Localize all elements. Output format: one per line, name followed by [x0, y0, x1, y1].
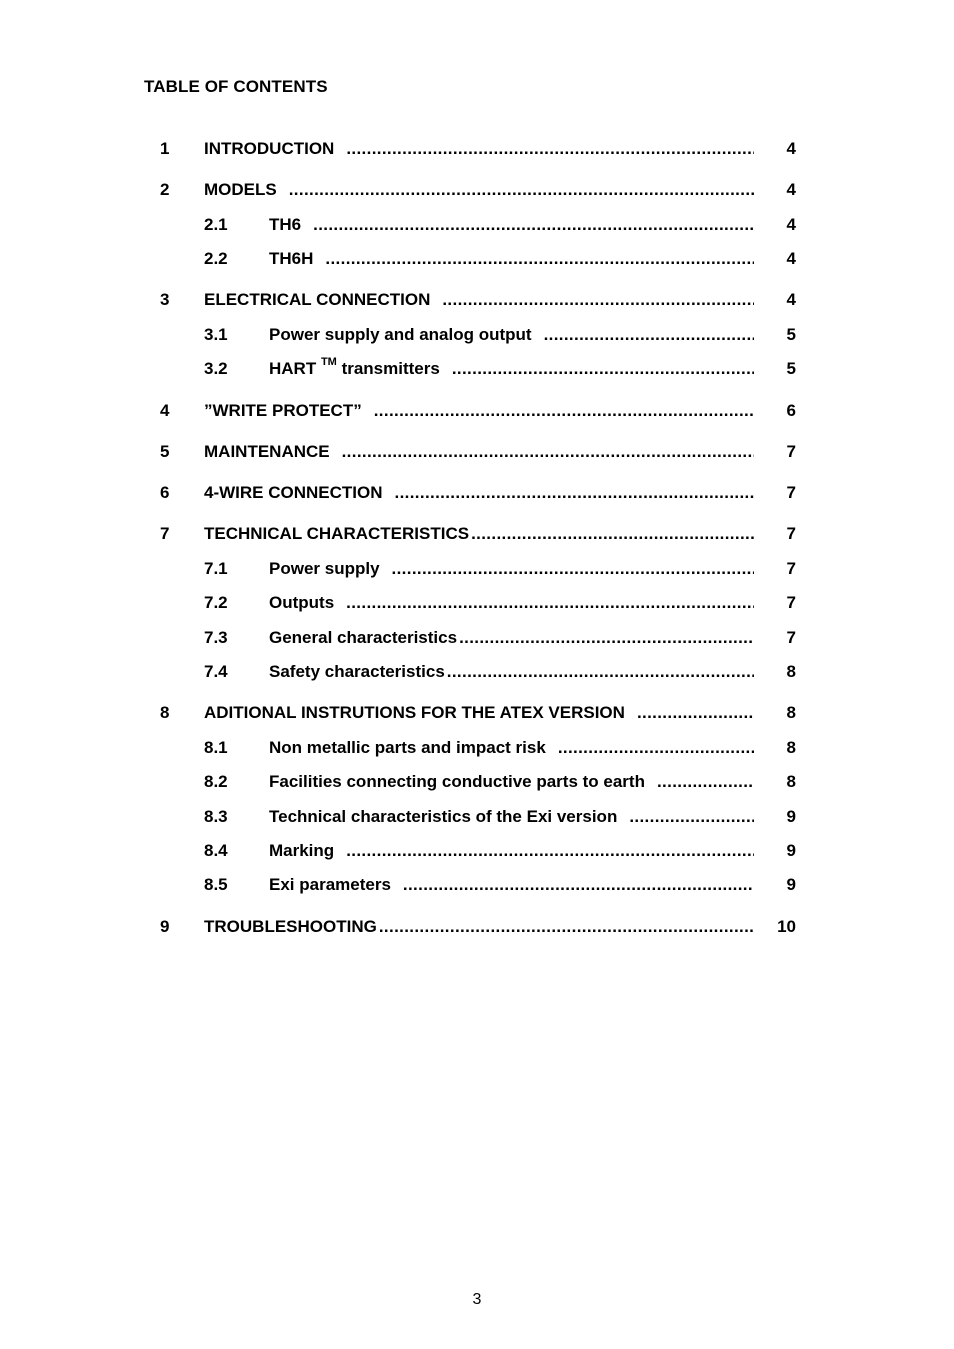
toc-entry-safety-characteristics[interactable] [0, 660, 954, 684]
toc-entry-power-supply[interactable] [0, 557, 954, 581]
toc-entry-page: 8 [786, 662, 796, 681]
toc-entry-number: 5 [160, 442, 170, 461]
toc-entry-maintenance[interactable] [0, 440, 954, 464]
toc-entry-page: 4 [786, 180, 796, 199]
trademark-superscript: TM [320, 357, 337, 369]
toc-entry-page: 8 [786, 772, 796, 791]
toc-entry-marking[interactable] [0, 839, 954, 863]
toc-entry-page: 8 [786, 703, 796, 722]
toc-entry-page: 8 [786, 738, 796, 757]
dot-leader [346, 591, 754, 615]
dot-leader [289, 178, 754, 202]
dot-leader [544, 323, 754, 347]
dot-leader [346, 839, 754, 863]
toc-entry-troubleshooting[interactable] [0, 915, 954, 939]
toc-entry-non-metallic-parts[interactable] [0, 736, 954, 760]
toc-entry-title: Marking [269, 839, 346, 863]
toc-entry-general-characteristics[interactable] [0, 626, 954, 650]
toc-entry-title: TROUBLESHOOTING [204, 915, 379, 939]
toc-entry-number: 2 [160, 180, 170, 199]
toc-entry-number: 8.3 [204, 807, 228, 826]
toc-entry-number: 8.4 [204, 841, 228, 860]
dot-leader [637, 701, 754, 725]
toc-entry-page: 4 [786, 139, 796, 158]
toc-entry-page: 10 [777, 917, 796, 936]
dot-leader [471, 522, 754, 546]
toc-entry-title: 4-WIRE CONNECTION [204, 481, 395, 505]
toc-entry-hart-transmitters[interactable] [0, 357, 954, 381]
toc-entry-power-supply-analog-output[interactable] [0, 323, 954, 347]
dot-leader [342, 440, 754, 464]
toc-entry-technical-characteristics[interactable] [0, 522, 954, 546]
toc-entry-4-wire-connection[interactable] [0, 481, 954, 505]
toc-entry-outputs[interactable] [0, 591, 954, 615]
toc-entry-title: Non metallic parts and impact risk [269, 736, 558, 760]
toc-entry-page: 6 [786, 401, 796, 420]
toc-entry-title-main: HART [269, 359, 317, 378]
toc-entry-introduction[interactable] [0, 137, 954, 161]
toc-entry-page: 4 [786, 290, 796, 309]
toc-entry-number: 7.2 [204, 593, 228, 612]
toc-entry-number: 3.1 [204, 325, 228, 344]
toc-entry-page: 7 [786, 559, 796, 578]
toc-entry-number: 6 [160, 483, 170, 502]
toc-entry-title: Safety characteristics [269, 660, 447, 684]
toc-entry-number: 2.2 [204, 249, 228, 268]
toc-entry-title: ELECTRICAL CONNECTION [204, 288, 442, 312]
dot-leader [452, 357, 754, 381]
toc-entry-number: 8.1 [204, 738, 228, 757]
dot-leader [657, 770, 754, 794]
toc-entry-number: 8.5 [204, 875, 228, 894]
toc-entry-page: 7 [786, 524, 796, 543]
toc-entry-earth-facilities[interactable] [0, 770, 954, 794]
dot-leader [379, 915, 754, 939]
dot-leader [447, 660, 754, 684]
toc-entry-number: 2.1 [204, 215, 228, 234]
dot-leader [395, 481, 755, 505]
toc-entry-title: TH6 [269, 213, 313, 237]
toc-entry-page: 7 [786, 483, 796, 502]
toc-entry-exi-parameters[interactable] [0, 873, 954, 897]
toc-entry-title: TECHNICAL CHARACTERISTICS [204, 522, 471, 546]
toc-entry-number: 9 [160, 917, 170, 936]
toc-entry-title: General characteristics [269, 626, 459, 650]
toc-entry-title: TH6H [269, 247, 325, 271]
toc-entry-th6[interactable] [0, 213, 954, 237]
toc-entry-number: 1 [160, 139, 170, 158]
toc-entry-title: Outputs [269, 591, 346, 615]
toc-entry-title: Power supply and analog output [269, 323, 544, 347]
dot-leader [442, 288, 754, 312]
toc-entry-number: 8.2 [204, 772, 228, 791]
toc-entry-models[interactable] [0, 178, 954, 202]
toc-entry-title: ”WRITE PROTECT” [204, 399, 374, 423]
toc-entry-exi-technical-characteristics[interactable] [0, 805, 954, 829]
dot-leader [629, 805, 754, 829]
toc-entry-title [269, 357, 452, 381]
toc-entry-number: 7.1 [204, 559, 228, 578]
toc-entry-page: 9 [786, 875, 796, 894]
toc-entry-number: 8 [160, 703, 170, 722]
toc-entry-page: 7 [786, 442, 796, 461]
toc-entry-page: 7 [786, 593, 796, 612]
toc-entry-number: 3 [160, 290, 170, 309]
toc-entry-page: 7 [786, 628, 796, 647]
toc-entry-write-protect[interactable] [0, 399, 954, 423]
toc-entry-number: 7 [160, 524, 170, 543]
toc-entry-title: Exi parameters [269, 873, 403, 897]
toc-entry-number: 3.2 [204, 359, 228, 378]
dot-leader [558, 736, 754, 760]
toc-entry-title-suffix: transmitters [336, 359, 440, 378]
toc-entry-page: 9 [786, 841, 796, 860]
toc-entry-title: INTRODUCTION [204, 137, 346, 161]
toc-entry-title: Technical characteristics of the Exi version [269, 805, 629, 829]
dot-leader [374, 399, 754, 423]
page-title: TABLE OF CONTENTS [144, 77, 328, 96]
toc-entry-page: 5 [786, 325, 796, 344]
dot-leader [403, 873, 754, 897]
toc-entry-number: 7.4 [204, 662, 228, 681]
toc-entry-number: 7.3 [204, 628, 228, 647]
dot-leader [313, 213, 754, 237]
toc-entry-title: MAINTENANCE [204, 440, 342, 464]
toc-entry-atex-instructions[interactable] [0, 701, 954, 725]
dot-leader [459, 626, 754, 650]
page-number: 3 [472, 1291, 482, 1308]
toc-entry-number: 4 [160, 401, 170, 420]
toc-entry-th6h[interactable] [0, 247, 954, 271]
toc-entry-electrical-connection[interactable] [0, 288, 954, 312]
toc-entry-page: 5 [786, 359, 796, 378]
toc-entry-page: 4 [786, 215, 796, 234]
toc-entry-page: 4 [786, 249, 796, 268]
toc-entry-title: ADITIONAL INSTRUTIONS FOR THE ATEX VERSION [204, 701, 637, 725]
dot-leader [346, 137, 754, 161]
toc-entry-title: MODELS [204, 178, 289, 202]
toc-entry-page: 9 [786, 807, 796, 826]
toc-entry-title: Facilities connecting conductive parts to earth [269, 770, 657, 794]
dot-leader [392, 557, 754, 581]
toc-entry-title: Power supply [269, 557, 392, 581]
dot-leader [325, 247, 754, 271]
